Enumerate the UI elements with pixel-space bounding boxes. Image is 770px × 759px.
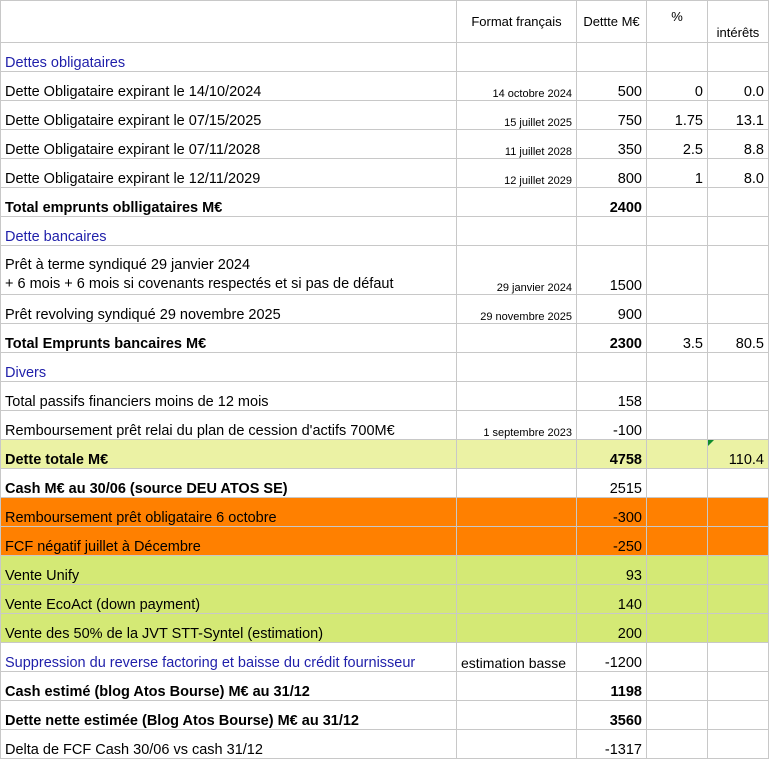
row-label[interactable]: Dettes obligataires bbox=[1, 43, 457, 72]
row-format[interactable]: 14 octobre 2024 bbox=[457, 72, 577, 101]
row-dette[interactable] bbox=[577, 217, 647, 246]
table-row bbox=[1, 672, 769, 701]
row-dette[interactable]: 93 bbox=[577, 556, 647, 585]
row-dette[interactable] bbox=[577, 43, 647, 72]
row-dette[interactable]: 1198 bbox=[577, 672, 647, 701]
row-pct[interactable] bbox=[647, 382, 708, 411]
row-dette[interactable]: 4758 bbox=[577, 440, 647, 469]
table-row bbox=[1, 188, 769, 217]
row-dette[interactable]: 3560 bbox=[577, 701, 647, 730]
row-label[interactable]: Total emprunts oblligataires M€ bbox=[1, 188, 457, 217]
row-format[interactable] bbox=[457, 353, 577, 382]
table-row bbox=[1, 411, 769, 440]
row-format[interactable] bbox=[457, 614, 577, 643]
row-pct[interactable] bbox=[647, 295, 708, 324]
table-row bbox=[1, 730, 769, 759]
row-label[interactable]: Prêt revolving syndiqué 29 novembre 2025 bbox=[1, 295, 457, 324]
row-dette[interactable]: -250 bbox=[577, 527, 647, 556]
row-label-line2: + 6 mois + 6 mois si covenants respectés et si pas de défaut bbox=[5, 276, 394, 292]
row-format[interactable] bbox=[457, 382, 577, 411]
row-dette[interactable]: 140 bbox=[577, 585, 647, 614]
table-row bbox=[1, 382, 769, 411]
row-label[interactable]: Total passifs financiers moins de 12 mois bbox=[1, 382, 457, 411]
row-dette[interactable]: 158 bbox=[577, 382, 647, 411]
row-interets[interactable]: 0.0 bbox=[708, 72, 769, 101]
row-format[interactable] bbox=[457, 498, 577, 527]
row-format[interactable] bbox=[457, 701, 577, 730]
row-interets[interactable] bbox=[708, 382, 769, 411]
table-row bbox=[1, 295, 769, 324]
table-row bbox=[1, 159, 769, 188]
row-interets[interactable] bbox=[708, 556, 769, 585]
row-pct[interactable] bbox=[647, 701, 708, 730]
row-label[interactable]: Dette totale M€ bbox=[1, 440, 457, 469]
row-label[interactable]: Remboursement prêt relai du plan de cession d'actifs 700M€ bbox=[1, 411, 457, 440]
row-label[interactable]: Dette Obligataire expirant le 12/11/2029 bbox=[1, 159, 457, 188]
row-pct[interactable] bbox=[647, 43, 708, 72]
row-format[interactable] bbox=[457, 188, 577, 217]
row-interets[interactable]: 8.0 bbox=[708, 159, 769, 188]
comment-marker-icon bbox=[708, 440, 714, 446]
table-row bbox=[1, 217, 769, 246]
row-interets[interactable]: 8.8 bbox=[708, 130, 769, 159]
row-pct[interactable] bbox=[647, 643, 708, 672]
row-pct[interactable] bbox=[647, 353, 708, 382]
table-row bbox=[1, 614, 769, 643]
row-interets[interactable] bbox=[708, 43, 769, 72]
table-row bbox=[1, 527, 769, 556]
row-pct[interactable]: 0 bbox=[647, 72, 708, 101]
row-interets[interactable] bbox=[708, 527, 769, 556]
row-pct[interactable] bbox=[647, 672, 708, 701]
table-row bbox=[1, 324, 769, 353]
row-pct[interactable] bbox=[647, 440, 708, 469]
row-interets[interactable] bbox=[708, 188, 769, 217]
row-pct[interactable] bbox=[647, 246, 708, 295]
table-row bbox=[1, 246, 769, 295]
row-pct[interactable] bbox=[647, 469, 708, 498]
row-format[interactable]: 15 juillet 2025 bbox=[457, 101, 577, 130]
row-label[interactable]: Cash M€ au 30/06 (source DEU ATOS SE) bbox=[1, 469, 457, 498]
row-dette[interactable]: -1200 bbox=[577, 643, 647, 672]
row-label[interactable]: Vente des 50% de la JVT STT-Syntel (estimation) bbox=[1, 614, 457, 643]
header-interets[interactable]: intérêts bbox=[708, 1, 769, 43]
row-format[interactable] bbox=[457, 43, 577, 72]
row-pct[interactable] bbox=[647, 730, 708, 759]
table-row bbox=[1, 701, 769, 730]
row-label[interactable]: FCF négatif juillet à Décembre bbox=[1, 527, 457, 556]
row-dette[interactable]: 750 bbox=[577, 101, 647, 130]
row-pct[interactable] bbox=[647, 614, 708, 643]
row-pct[interactable] bbox=[647, 498, 708, 527]
row-format[interactable] bbox=[457, 527, 577, 556]
table-row bbox=[1, 101, 769, 130]
row-dette[interactable]: 2300 bbox=[577, 324, 647, 353]
row-label[interactable]: Dette Obligataire expirant le 07/15/2025 bbox=[1, 101, 457, 130]
row-pct[interactable]: 1.75 bbox=[647, 101, 708, 130]
row-label[interactable]: Vente EcoAct (down payment) bbox=[1, 585, 457, 614]
row-format[interactable]: 29 novembre 2025 bbox=[457, 295, 577, 324]
row-dette[interactable]: 900 bbox=[577, 295, 647, 324]
row-interets[interactable] bbox=[708, 353, 769, 382]
row-pct[interactable] bbox=[647, 527, 708, 556]
row-dette[interactable] bbox=[577, 353, 647, 382]
row-label[interactable]: Dette nette estimée (Blog Atos Bourse) M€ au 31/12 bbox=[1, 701, 457, 730]
row-dette[interactable]: -300 bbox=[577, 498, 647, 527]
row-format[interactable] bbox=[457, 672, 577, 701]
row-interets[interactable] bbox=[708, 614, 769, 643]
header-dette[interactable]: Dettte M€ bbox=[577, 1, 647, 43]
row-label[interactable]: Dette bancaires bbox=[1, 217, 457, 246]
row-pct[interactable]: 1 bbox=[647, 159, 708, 188]
row-label[interactable]: Total Emprunts bancaires M€ bbox=[1, 324, 457, 353]
row-interets[interactable] bbox=[708, 469, 769, 498]
row-label[interactable]: Delta de FCF Cash 30/06 vs cash 31/12 bbox=[1, 730, 457, 759]
row-format[interactable]: estimation basse bbox=[457, 643, 577, 672]
row-pct[interactable] bbox=[647, 188, 708, 217]
row-interets[interactable] bbox=[708, 498, 769, 527]
row-label[interactable]: Remboursement prêt obligataire 6 octobre bbox=[1, 498, 457, 527]
row-label[interactable]: Dette Obligataire expirant le 14/10/2024 bbox=[1, 72, 457, 101]
table-row bbox=[1, 72, 769, 101]
cell-a1[interactable] bbox=[1, 1, 457, 43]
row-label-multiline[interactable] bbox=[1, 246, 457, 295]
row-dette[interactable]: -100 bbox=[577, 411, 647, 440]
row-interets[interactable] bbox=[708, 643, 769, 672]
row-format[interactable]: 1 septembre 2023 bbox=[457, 411, 577, 440]
row-label[interactable]: Divers bbox=[1, 353, 457, 382]
row-label[interactable]: Dette Obligataire expirant le 07/11/2028 bbox=[1, 130, 457, 159]
header-format[interactable]: Format français bbox=[457, 1, 577, 43]
row-pct[interactable] bbox=[647, 217, 708, 246]
table-row bbox=[1, 43, 769, 72]
row-interets[interactable] bbox=[708, 411, 769, 440]
row-pct[interactable] bbox=[647, 556, 708, 585]
row-dette[interactable]: 800 bbox=[577, 159, 647, 188]
row-interets[interactable] bbox=[708, 440, 769, 469]
row-format[interactable] bbox=[457, 324, 577, 353]
row-pct[interactable]: 2.5 bbox=[647, 130, 708, 159]
table-row bbox=[1, 353, 769, 382]
row-interets[interactable] bbox=[708, 701, 769, 730]
table-row bbox=[1, 130, 769, 159]
row-dette[interactable]: 350 bbox=[577, 130, 647, 159]
row-format[interactable]: 12 juillet 2029 bbox=[457, 159, 577, 188]
row-dette[interactable]: 1500 bbox=[577, 246, 647, 295]
row-format[interactable]: 11 juillet 2028 bbox=[457, 130, 577, 159]
table-row bbox=[1, 556, 769, 585]
header-row bbox=[1, 1, 769, 43]
table-row bbox=[1, 498, 769, 527]
row-format[interactable] bbox=[457, 440, 577, 469]
row-dette[interactable]: 500 bbox=[577, 72, 647, 101]
row-interets[interactable] bbox=[708, 246, 769, 295]
row-label-line1: Prêt à terme syndiqué 29 janvier 2024 bbox=[5, 257, 251, 273]
row-pct[interactable] bbox=[647, 411, 708, 440]
row-interets[interactable]: 80.5 bbox=[708, 324, 769, 353]
row-pct[interactable]: 3.5 bbox=[647, 324, 708, 353]
row-interets[interactable]: 13.1 bbox=[708, 101, 769, 130]
row-interets[interactable] bbox=[708, 217, 769, 246]
table-row bbox=[1, 440, 769, 469]
row-dette[interactable]: 2400 bbox=[577, 188, 647, 217]
row-format[interactable] bbox=[457, 585, 577, 614]
row-interets[interactable] bbox=[708, 672, 769, 701]
row-format[interactable]: 29 janvier 2024 bbox=[457, 246, 577, 295]
row-dette[interactable]: 2515 bbox=[577, 469, 647, 498]
row-interets[interactable] bbox=[708, 730, 769, 759]
row-pct[interactable] bbox=[647, 585, 708, 614]
row-label[interactable]: Vente Unify bbox=[1, 556, 457, 585]
table-row bbox=[1, 585, 769, 614]
row-format[interactable] bbox=[457, 730, 577, 759]
row-interets[interactable] bbox=[708, 295, 769, 324]
row-format[interactable] bbox=[457, 217, 577, 246]
header-pct[interactable]: % bbox=[647, 1, 708, 43]
row-interets-value: 110.4 bbox=[728, 452, 764, 468]
row-label[interactable]: Suppression du reverse factoring et baisse du crédit fournisseur bbox=[1, 643, 457, 672]
row-format[interactable] bbox=[457, 556, 577, 585]
row-interets[interactable] bbox=[708, 585, 769, 614]
table-row bbox=[1, 643, 769, 672]
row-dette[interactable]: -1317 bbox=[577, 730, 647, 759]
row-format[interactable] bbox=[457, 469, 577, 498]
table-row bbox=[1, 469, 769, 498]
row-dette[interactable]: 200 bbox=[577, 614, 647, 643]
row-label[interactable]: Cash estimé (blog Atos Bourse) M€ au 31/12 bbox=[1, 672, 457, 701]
